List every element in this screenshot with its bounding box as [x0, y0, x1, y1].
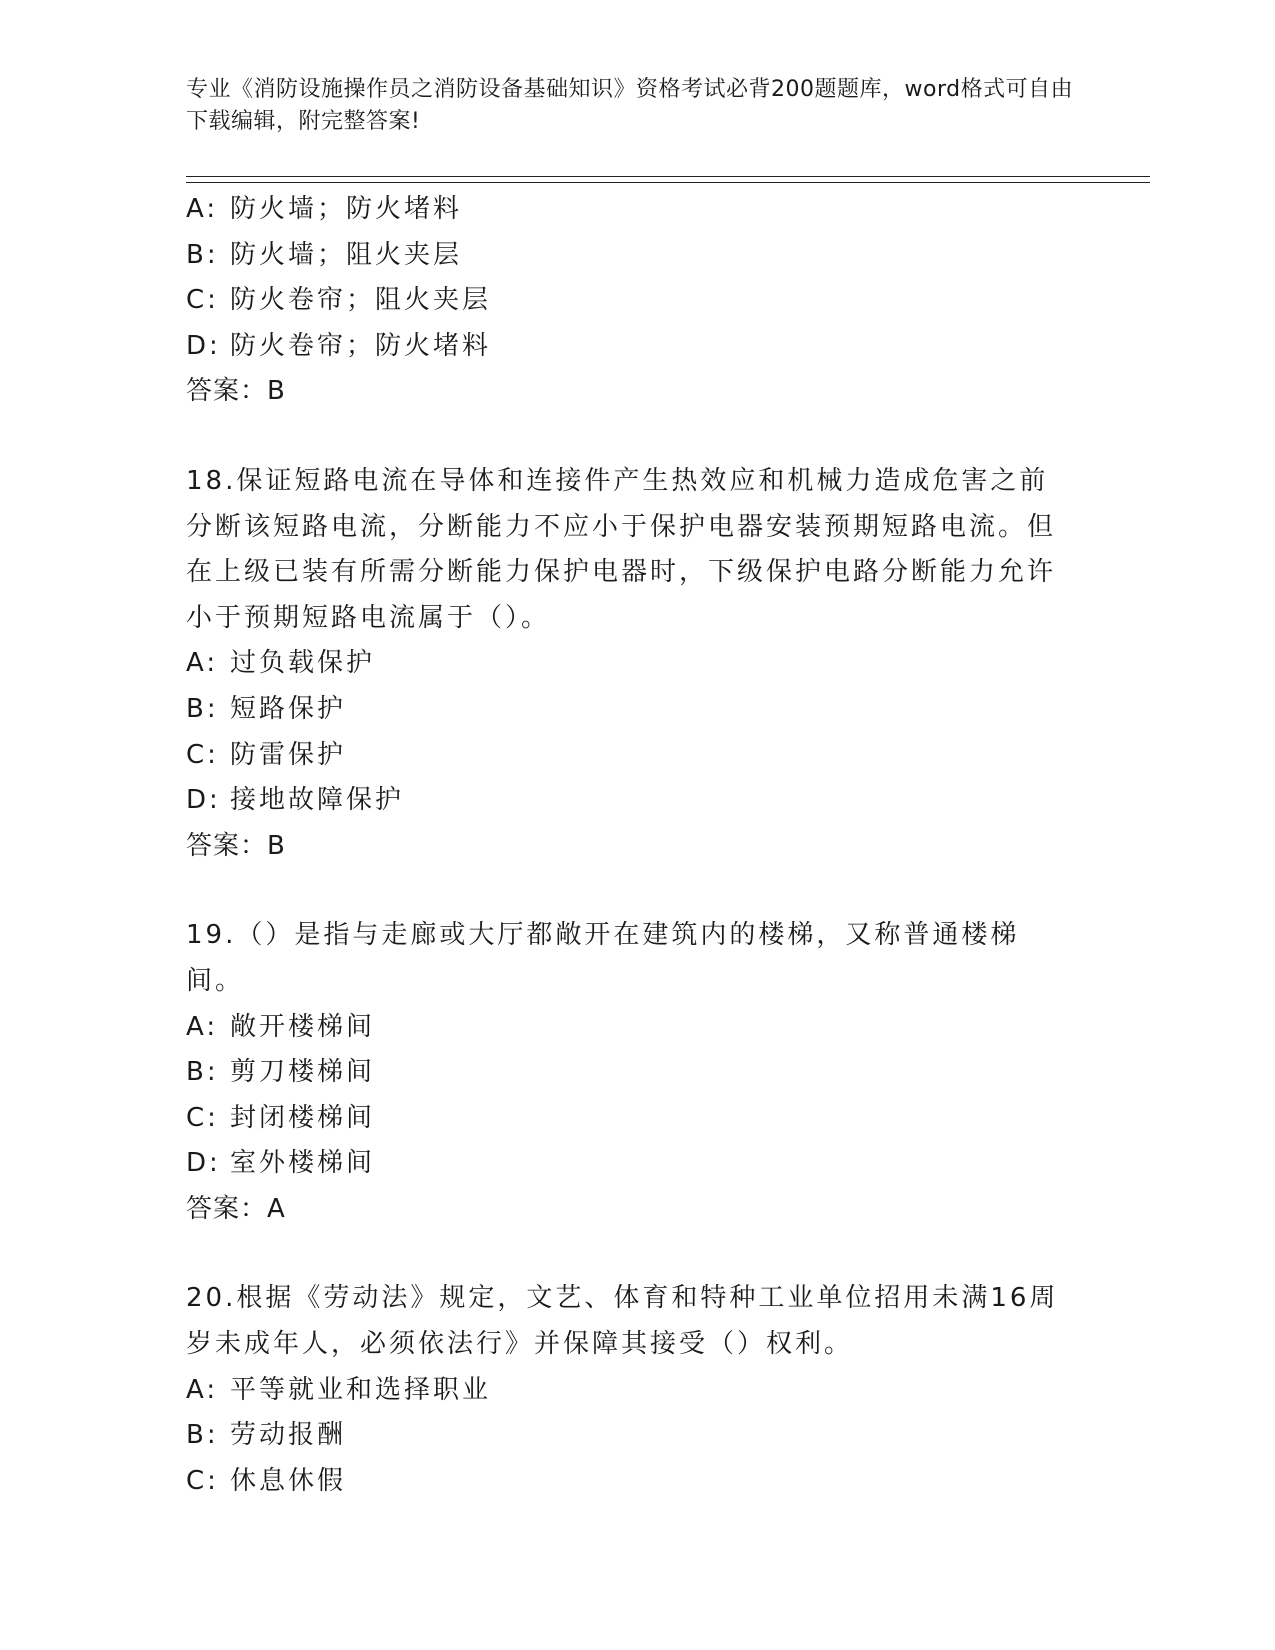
question-stem: 20.根据《劳动法》规定，文艺、体育和特种工业单位招用未满16周岁未成年人，必须依法行》并保障其接受（）权利。 [186, 1283, 1059, 1360]
answer: 答案：A [186, 1193, 286, 1224]
header-divider-bottom [186, 182, 1150, 183]
option-b: B: 防火墙；阻火夹层 [186, 239, 463, 270]
option-c: C: 防雷保护 [186, 739, 347, 770]
option-c: C: 封闭楼梯间 [186, 1102, 376, 1133]
answer: 答案：B [186, 830, 286, 861]
answer: 答案：B [186, 376, 286, 407]
option-d: D: 接地故障保护 [186, 785, 405, 816]
option-b: B: 劳动报酬 [186, 1420, 347, 1451]
question-stem: 18.保证短路电流在导体和连接件产生热效应和机械力造成危害之前分断该短路电流，分断能力不应小于保护电器安装预期短路电流。但在上级已装有所需分断能力保护电器时，下级保护电路分断能力允许小于预期短路电流属于（）。 [186, 465, 1057, 633]
question-19 [186, 913, 1086, 1232]
question-20 [186, 1276, 1086, 1504]
option-a: A: 敞开楼梯间 [186, 1011, 376, 1042]
option-c: C: 防火卷帘；阻火夹层 [186, 285, 492, 316]
question-18 [186, 459, 1086, 869]
option-b: B: 剪刀楼梯间 [186, 1057, 376, 1088]
option-b: B: 短路保护 [186, 693, 347, 724]
option-d: D: 室外楼梯间 [186, 1148, 376, 1179]
question-list [186, 187, 1086, 1504]
option-c: C: 休息休假 [186, 1465, 347, 1496]
option-a: A: 防火墙；防火堵料 [186, 194, 463, 224]
question-17 [186, 187, 1086, 415]
question-stem: 19.（）是指与走廊或大厅都敞开在建筑内的楼梯，又称普通楼梯间。 [186, 920, 1020, 996]
option-a: A: 平等就业和选择职业 [186, 1374, 492, 1405]
header-divider-top [186, 176, 1150, 177]
option-d: D: 防火卷帘；防火堵料 [186, 330, 492, 361]
document-header: 专业《消防设施操作员之消防设备基础知识》资格考试必背200题题库，word格式可自由下载编辑，附完整答案! [186, 77, 1074, 134]
option-a: A: 过负载保护 [186, 648, 376, 679]
